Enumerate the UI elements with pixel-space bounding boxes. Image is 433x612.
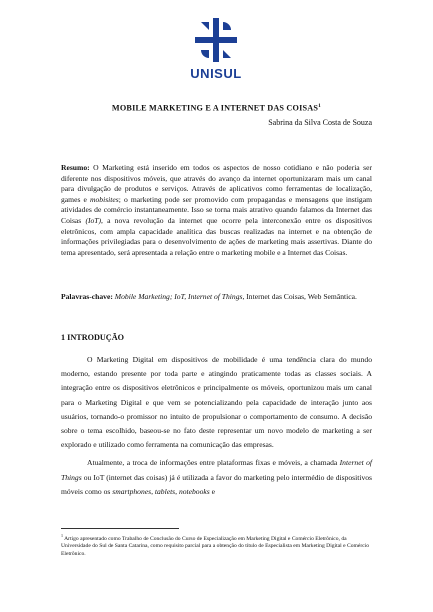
- paragraph-2: [61, 456, 372, 499]
- abstract: [61, 163, 372, 258]
- abstract-label: Resumo:: [61, 163, 90, 172]
- footnote-divider: [61, 528, 179, 529]
- keywords-label: Palavras-chave:: [61, 292, 113, 301]
- paragraph-1: O Marketing Digital em dispositivos de mobilidade é uma tendência clara do mundo moderno, estando presente por toda parte e atingindo praticamente todas as classes sociais. A integração entre os dispositivos eletrônicos e principalmente os móveis, oportunizou mais um canal para o Marketing Digital e que vem se potencializando pela capacidade de interação junto aos usuários, tornando-o promissor no intuito de propulsionar o comportamento de consumo. A decisão sobre o tema escolhido, baseou-se no fato deste representar um novo modelo de marketing a ser explorado e utilizado como ferramenta na comunicação das empresas.: [61, 355, 372, 450]
- keywords: [61, 292, 372, 303]
- p2-italic-4: notebooks: [178, 486, 210, 496]
- logo-wordmark: UNISUL: [190, 66, 242, 81]
- abstract-text-3: , a nova revolução da internet que ocorre pela interconexão entre os dispositivos eletrônicos, com ampla capacidade analítica das buscas realizadas na internet e na obtenção de informações privilegiadas para o desenvolvimento de ações de marketing mais assertivas. Diante do tema apresentado, será apresentada a relação entre o marketing mobile e a Internet das Coisas.: [61, 215, 372, 257]
- p2-text-2: ou IoT (internet das coisas) já é utilizada a favor do marketing pelo intermédio de dispositivos móveis como os: [61, 472, 372, 496]
- paper-title: [0, 103, 433, 113]
- footnote-text: Artigo apresentado como Trabalho de Conclusão do Curso de Especialização em Marketing Digital e Comércio Eletrônico, da Universidade do Sul de Santa Catarina, como requisito parcial para a obtenção do título de Especialista em Marketing Digital e Comércio Eletrônico.: [61, 535, 370, 558]
- p2-italic-3: tablets: [154, 486, 176, 496]
- footnote: [61, 532, 372, 559]
- keywords-plain: , Internet das Coisas, Web Semântica.: [242, 292, 357, 301]
- p2-text-3: ,: [151, 486, 155, 496]
- body-text: [61, 353, 372, 499]
- abstract-text-2: ; o marketing pode ser promovido com propagandas e mensagens que instigam atividades de comércio instantaneamente. Isso se torna mais atrativo quando falamos da Internet das Coisas: [61, 194, 372, 225]
- p2-italic-1: Internet of Things: [61, 458, 372, 482]
- unisul-emblem-icon: [193, 16, 239, 64]
- author-name: Sabrina da Silva Costa de Souza: [268, 118, 372, 127]
- abstract-italic-2: (IoT): [85, 215, 102, 225]
- title-text: MOBILE MARKETING E A INTERNET DAS COISAS: [111, 103, 319, 113]
- p2-text-5: e: [209, 486, 216, 496]
- abstract-text-1: O Marketing está inserido em todos os aspectos de nosso cotidiano e não poderia ser diferente nos dispositivos móveis, que através do avanço da internet oportunizaram mais um canal para divulgação de produtos e serviços. Através de aplicativos como ferramentas de localização, games e: [61, 163, 372, 204]
- abstract-italic-1: mobisites: [90, 194, 119, 204]
- footnote-marker: 1: [61, 533, 63, 538]
- university-logo: [184, 16, 248, 84]
- p2-text-1: Atualmente, a troca de informações entre plataformas fixas e móveis, a chamada: [87, 458, 340, 468]
- title-footnote-marker: 1: [318, 103, 322, 109]
- section-heading: 1 INTRODUÇÃO: [61, 333, 125, 342]
- keywords-italic: Mobile Marketing; IoT, Internet of Things: [112, 292, 243, 301]
- p2-italic-2: smartphones: [112, 486, 152, 496]
- p2-text-4: ,: [175, 486, 179, 496]
